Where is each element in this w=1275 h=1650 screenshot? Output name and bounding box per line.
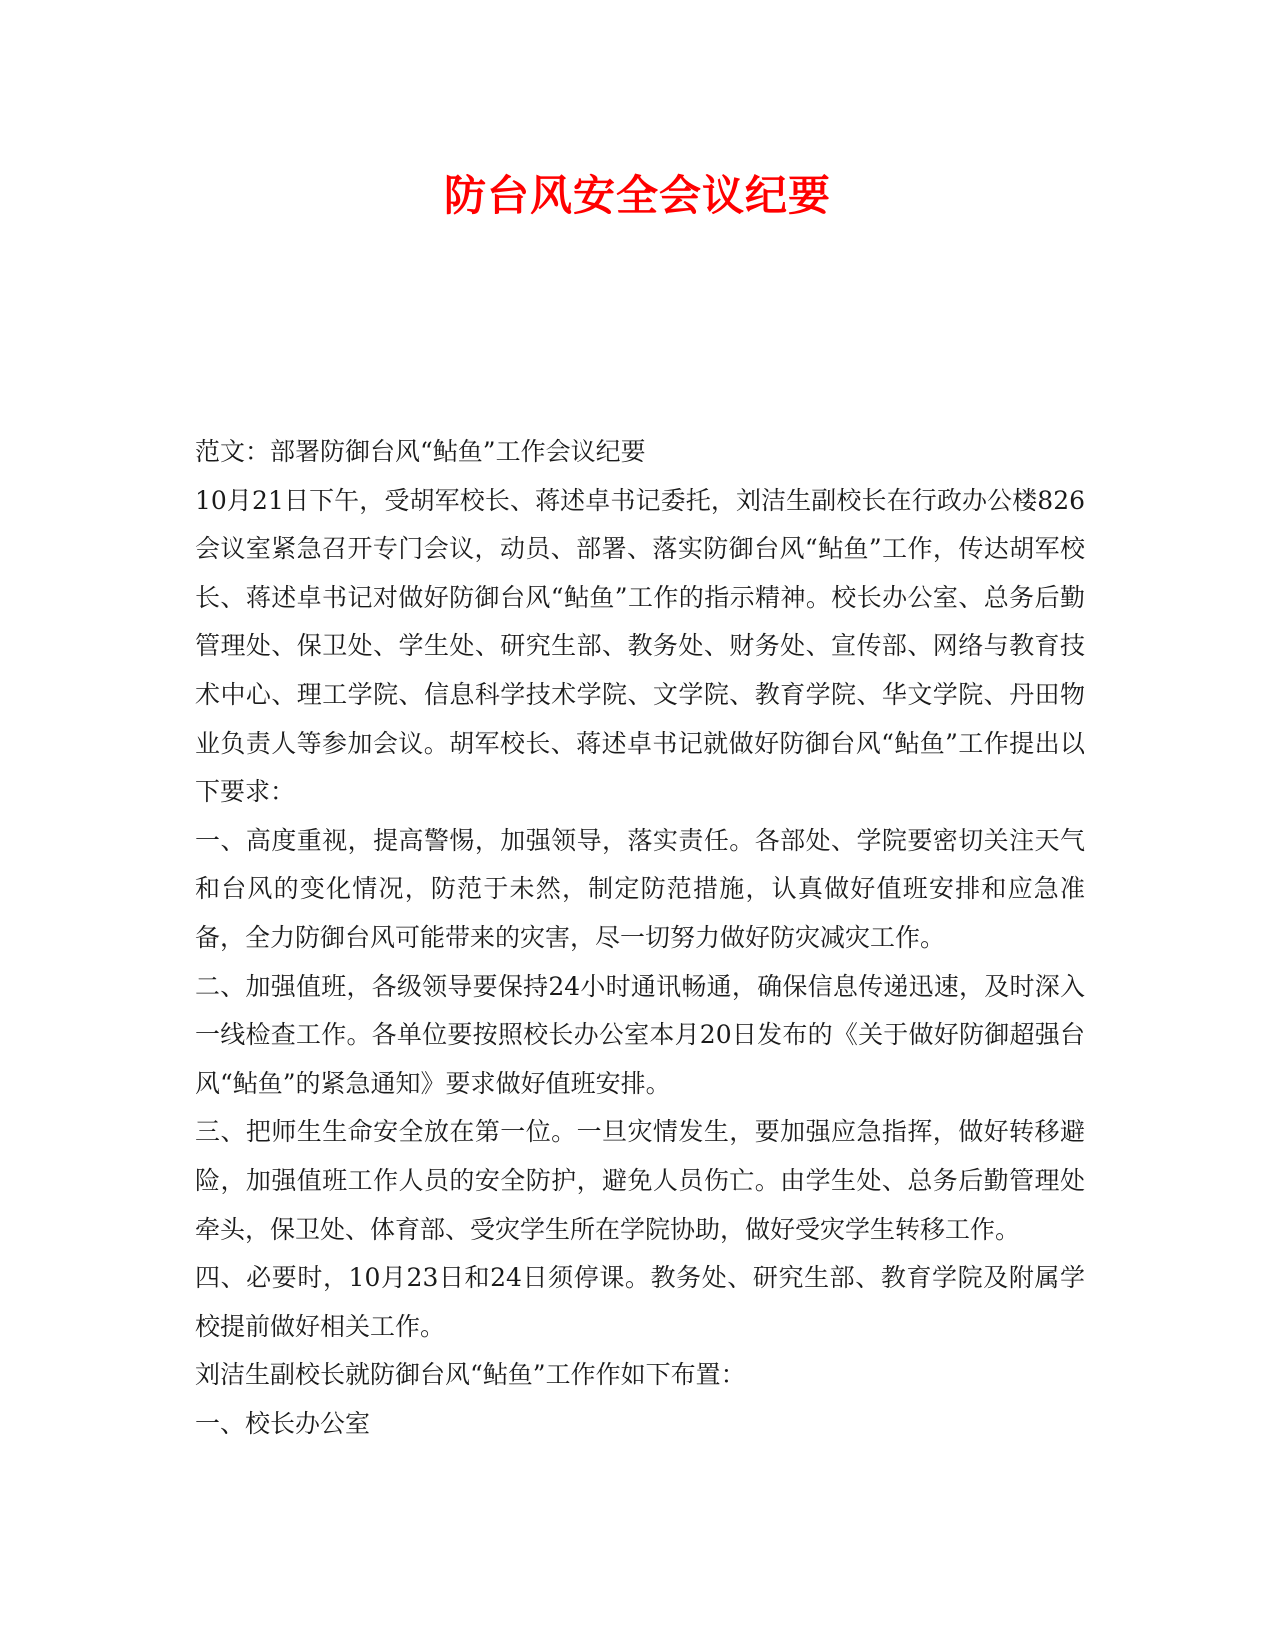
paragraph-meeting-intro: 10月21日下午，受胡军校长、蒋述卓书记委托，刘洁生副校长在行政办公楼826会议室紧急召开专门会议，动员、部署、落实防御台风“鲇鱼”工作，传达胡军校长、蒋述卓书记对做好防御台风“鲇鱼”工作的指示精神。校长办公室、总务后勤管理处、保卫处、学生处、研究生部、教务处、财务处、宣传部、网络与教育技术中心、理工学院、信息科学技术学院、文学院、教育学院、华文学院、丹田物业负责人等参加会议。胡军校长、蒋述卓书记就做好防御台风“鲇鱼”工作提出以下要求：	[195, 485, 1085, 807]
paragraph-section-1-heading: 一、校长办公室	[195, 1408, 371, 1438]
paragraph-arrangement-intro: 刘洁生副校长就防御台风“鲇鱼”工作作如下布置：	[195, 1360, 746, 1390]
document-body	[195, 428, 1085, 1448]
paragraph-requirement-4: 四、必要时，10月23日和24日须停课。教务处、研究生部、教育学院及附属学校提前做好相关工作。	[195, 1263, 1085, 1341]
document-title: 防台风安全会议纪要	[443, 171, 831, 220]
paragraph-requirement-2: 二、加强值班，各级领导要保持24小时通讯畅通，确保信息传递迅速，及时深入一线检查工作。各单位要按照校长办公室本月20日发布的《关于做好防御超强台风“鲇鱼”的紧急通知》要求做好值班安排。	[195, 971, 1085, 1098]
paragraph-sample-heading: 范文：部署防御台风“鲇鱼”工作会议纪要	[195, 437, 646, 466]
paragraph-requirement-1: 一、高度重视，提高警惕，加强领导，落实责任。各部处、学院要密切关注天气和台风的变化情况，防范于未然，制定防范措施，认真做好值班安排和应急准备，全力防御台风可能带来的灾害，尽一切努力做好防灾减灾工作。	[195, 825, 1085, 952]
paragraph-requirement-3: 三、把师生生命安全放在第一位。一旦灾情发生，要加强应急指挥，做好转移避险，加强值班工作人员的安全防护，避免人员伤亡。由学生处、总务后勤管理处牵头，保卫处、体育部、受灾学生所在学院协助，做好受灾学生转移工作。	[195, 1117, 1085, 1244]
